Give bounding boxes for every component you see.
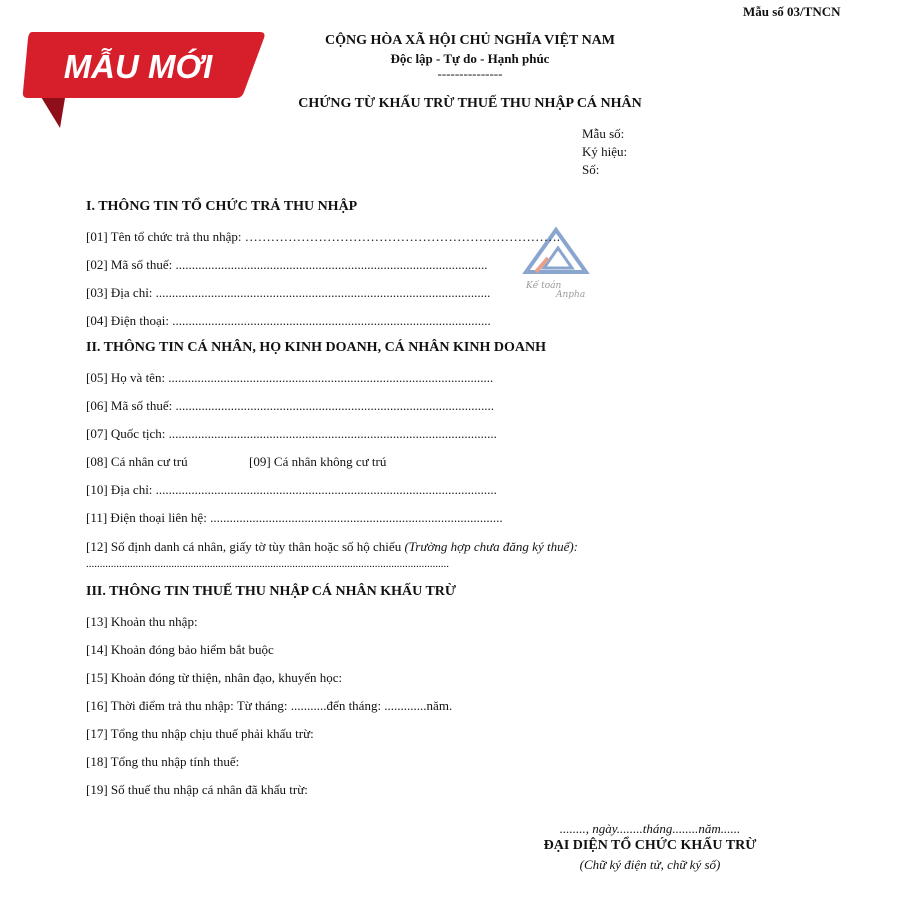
republic-heading: CỘNG HÒA XÃ HỘI CHỦ NGHĨA VIỆT NAM bbox=[324, 33, 615, 48]
badge-label: MẪU MỚI bbox=[63, 48, 213, 85]
watermark-line1: Kế toán bbox=[526, 281, 562, 291]
signature-date-line: ........, ngày........tháng........năm...... bbox=[559, 821, 741, 836]
field-12-label: [12] Số định danh cá nhân, giấy tờ tùy thân hoặc số hộ chiếu bbox=[86, 539, 402, 554]
watermark-line2: Anpha bbox=[556, 290, 586, 300]
field-19: [19] Số thuế thu nhập cá nhân đã khấu trừ: bbox=[86, 782, 308, 797]
section2-title: II. THÔNG TIN CÁ NHÂN, HỌ KINH DOANH, CÁ NHÂN KINH DOANH bbox=[86, 340, 546, 355]
field-17: [17] Tổng thu nhập chịu thuế phải khấu trừ: bbox=[86, 726, 314, 741]
field-14: [14] Khoản đóng bảo hiểm bắt buộc bbox=[86, 642, 274, 657]
signature-note: (Chữ ký điện tử, chữ ký số) bbox=[579, 857, 721, 872]
meta-form-no: Mẫu số: bbox=[582, 126, 625, 141]
field-13: [13] Khoản thu nhập: bbox=[86, 614, 198, 629]
field-08: [08] Cá nhân cư trú bbox=[86, 454, 188, 469]
document-title: CHỨNG TỪ KHẤU TRỪ THUẾ THU NHẬP CÁ NHÂN bbox=[298, 96, 642, 111]
section3-title: III. THÔNG TIN THUẾ THU NHẬP CÁ NHÂN KHẤU TRỪ bbox=[86, 584, 457, 599]
field-01: [01] Tên tổ chức trả thu nhập: ………………………………………………………………. bbox=[86, 229, 561, 244]
field-11: [11] Điện thoại liên hệ: .......................................................................................... bbox=[86, 510, 503, 525]
form-code: Mẫu số 03/TNCN bbox=[743, 4, 841, 19]
field-10: [10] Địa chỉ: ......................................................................................................... bbox=[86, 482, 497, 497]
field-02: [02] Mã số thuế: ................................................................................................ bbox=[86, 257, 488, 272]
field-04: [04] Điện thoại: .................................................................................................. bbox=[86, 313, 491, 328]
field-06: [06] Mã số thuế: .................................................................................................. bbox=[86, 398, 495, 413]
field-12-dots: .................................................................................................................................... bbox=[86, 558, 449, 570]
field-16: [16] Thời điểm trả thu nhập: Từ tháng: ...........đến tháng: .............năm. bbox=[86, 698, 453, 713]
section1-title: I. THÔNG TIN TỔ CHỨC TRẢ THU NHẬP bbox=[86, 199, 358, 214]
meta-symbol: Ký hiệu: bbox=[582, 144, 628, 159]
motto: Độc lập - Tự do - Hạnh phúc bbox=[390, 51, 550, 66]
new-template-badge bbox=[20, 30, 270, 130]
watermark-triangle-inner bbox=[544, 248, 572, 268]
field-12-note: (Trường hợp chưa đăng ký thuế): bbox=[404, 539, 579, 554]
meta-number: Số: bbox=[582, 162, 600, 177]
field-07: [07] Quốc tịch: ..................................................................................................... bbox=[86, 426, 497, 441]
field-09: [09] Cá nhân không cư trú bbox=[249, 454, 387, 469]
signature-title: ĐẠI DIỆN TỔ CHỨC KHẤU TRỪ bbox=[543, 838, 757, 853]
field-15: [15] Khoản đóng từ thiện, nhân đạo, khuyến học: bbox=[86, 670, 343, 685]
field-05: [05] Họ và tên: .................................................................................................... bbox=[86, 370, 494, 385]
field-03: [03] Địa chỉ: ....................................................................................................... bbox=[86, 285, 491, 300]
field-18: [18] Tổng thu nhập tính thuế: bbox=[86, 754, 240, 769]
field-12 bbox=[86, 539, 578, 555]
header-separator: --------------- bbox=[437, 66, 503, 81]
